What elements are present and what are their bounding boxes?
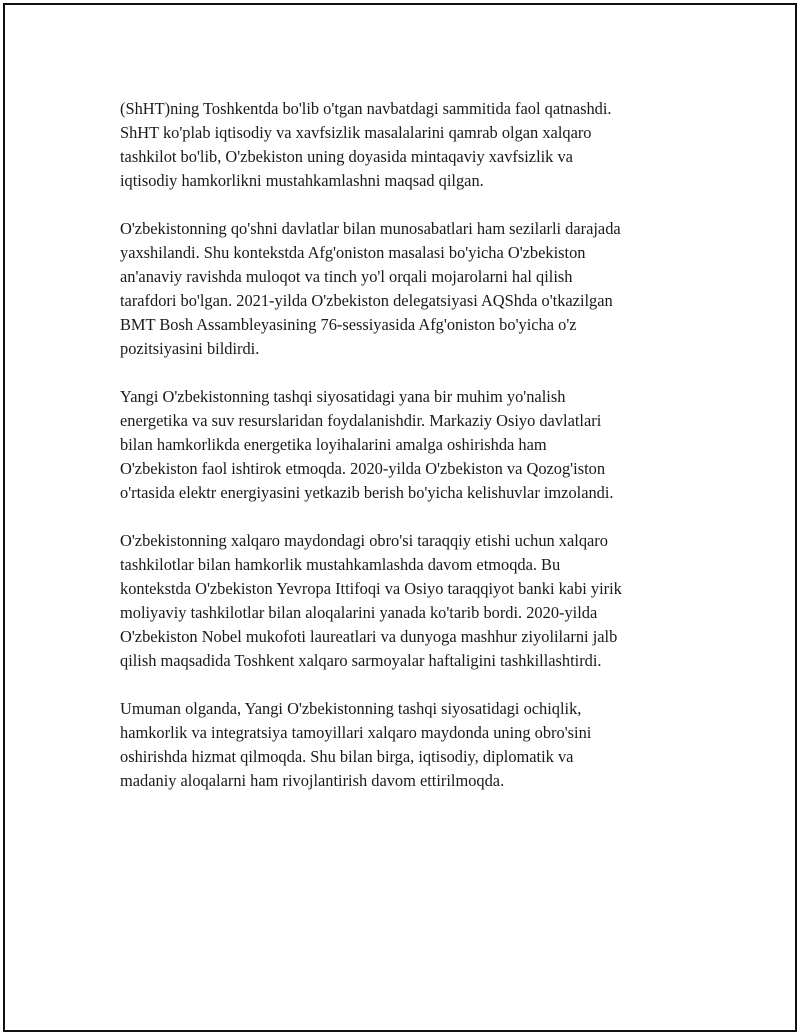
- text-line: o'rtasida elektr energiyasini yetkazib berish bo'yicha kelishuvlar imzolandi.: [120, 483, 614, 502]
- text-line: bilan hamkorlikda energetika loyihalarini amalga oshirishda ham: [120, 435, 547, 454]
- text-line: O'zbekiston faol ishtirok etmoqda. 2020-yilda O'zbekiston va Qozog'iston: [120, 459, 606, 478]
- text-line: tashkilotlar bilan hamkorlik mustahkamlashda davom etmoqda. Bu: [120, 555, 561, 574]
- paragraph-neighbor-relations: [120, 217, 700, 361]
- paragraph-international-reputation: [120, 529, 700, 673]
- text-line: Umuman olganda, Yangi O'zbekistonning tashqi siyosatidagi ochiqlik,: [120, 699, 582, 718]
- text-line: (ShHT)ning Toshkentda bo'lib o'tgan navbatdagi sammitida faol qatnashdi.: [120, 99, 612, 118]
- text-line: tarafdori bo'lgan. 2021-yilda O'zbekiston delegatsiyasi AQShda o'tkazilgan: [120, 291, 613, 310]
- text-line: qilish maqsadida Toshkent xalqaro sarmoyalar haftaligini tashkillashtirdi.: [120, 651, 602, 670]
- text-line: tashkilot bo'lib, O'zbekiston uning doyasida mintaqaviy xavfsizlik va: [120, 147, 573, 166]
- text-line: iqtisodiy hamkorlikni mustahkamlashni maqsad qilgan.: [120, 171, 484, 190]
- text-line: yaxshilandi. Shu kontekstda Afg'oniston masalasi bo'yicha O'zbekiston: [120, 243, 586, 262]
- text-line: hamkorlik va integratsiya tamoyillari xalqaro maydonda uning obro'sini: [120, 723, 592, 742]
- text-line: madaniy aloqalarni ham rivojlantirish davom ettirilmoqda.: [120, 771, 505, 790]
- text-line: O'zbekiston Nobel mukofoti laureatlari va dunyoga mashhur ziyolilarni jalb: [120, 627, 618, 646]
- paragraph-energy-water: [120, 385, 700, 505]
- text-line: ShHT ko'plab iqtisodiy va xavfsizlik masalalarini qamrab olgan xalqaro: [120, 123, 592, 142]
- text-line: Yangi O'zbekistonning tashqi siyosatidagi yana bir muhim yo'nalish: [120, 387, 566, 406]
- text-line: BMT Bosh Assambleyasining 76-sessiyasida Afg'oniston bo'yicha o'z: [120, 315, 577, 334]
- text-line: oshirishda hizmat qilmoqda. Shu bilan birga, iqtisodiy, diplomatik va: [120, 747, 574, 766]
- text-line: an'anaviy ravishda muloqot va tinch yo'l orqali mojarolarni hal qilish: [120, 267, 573, 286]
- document-body: [120, 97, 700, 793]
- text-line: pozitsiyasini bildirdi.: [120, 339, 260, 358]
- text-line: moliyaviy tashkilotlar bilan aloqalarini yanada ko'tarib bordi. 2020-yilda: [120, 603, 598, 622]
- paragraph-conclusion: [120, 697, 700, 793]
- text-line: O'zbekistonning qo'shni davlatlar bilan munosabatlari ham sezilarli darajada: [120, 219, 621, 238]
- text-line: kontekstda O'zbekiston Yevropa Ittifoqi va Osiyo taraqqiyot banki kabi yirik: [120, 579, 622, 598]
- text-line: energetika va suv resurslaridan foydalanishdir. Markaziy Osiyo davlatlari: [120, 411, 602, 430]
- text-line: O'zbekistonning xalqaro maydondagi obro'si taraqqiy etishi uchun xalqaro: [120, 531, 608, 550]
- document-page: [3, 3, 797, 1032]
- paragraph-sco-summit: [120, 97, 700, 193]
